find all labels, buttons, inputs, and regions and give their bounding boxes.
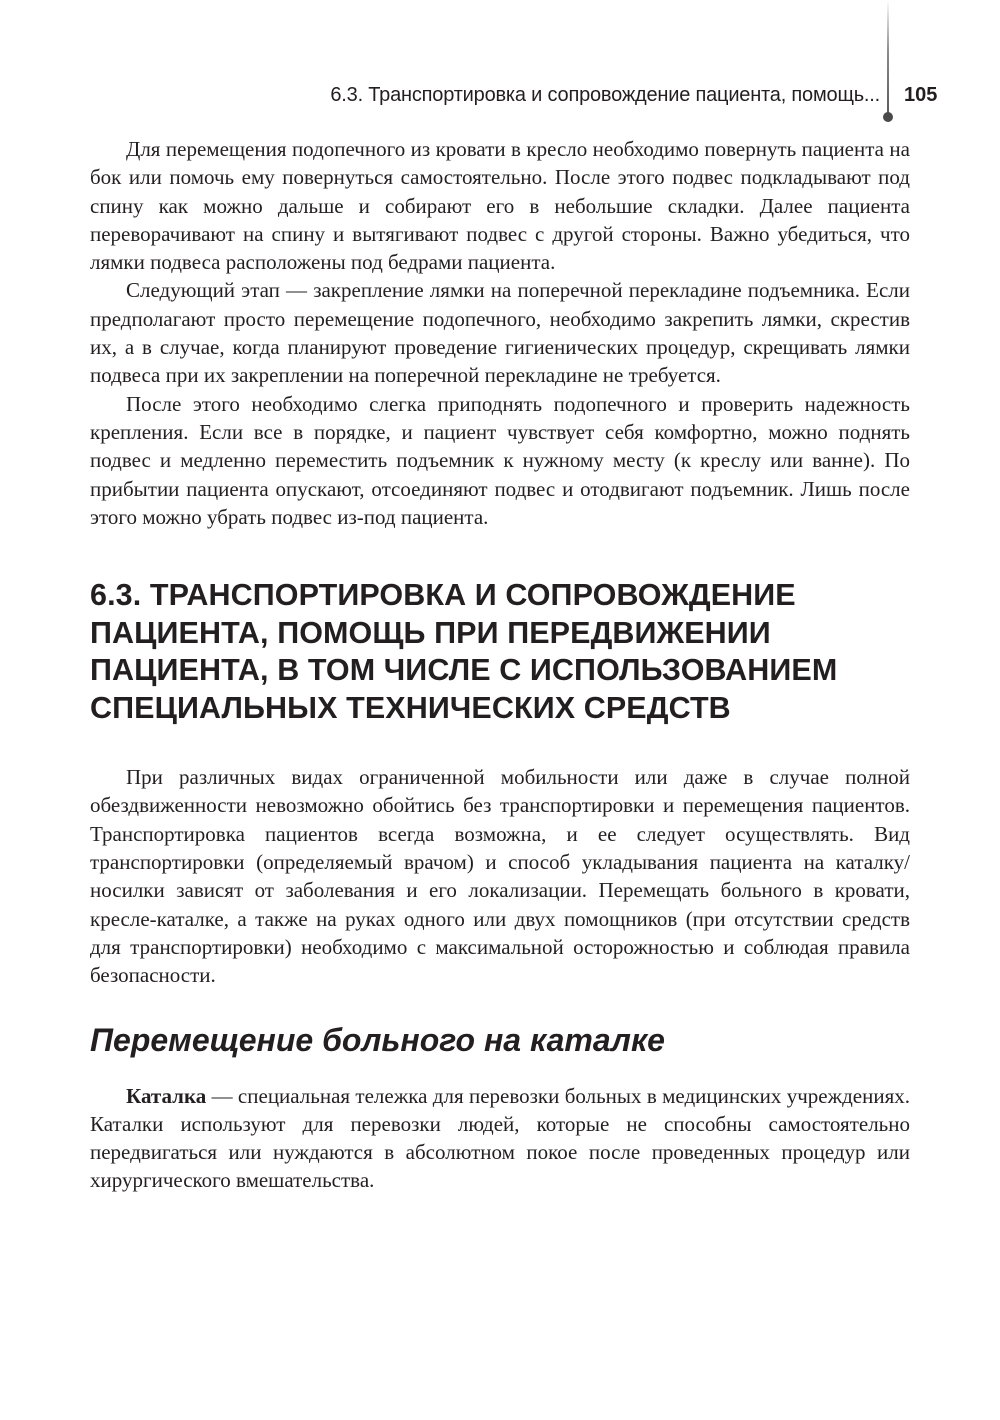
page-body [90, 135, 910, 1195]
paragraph-gurney-definition [90, 1082, 910, 1195]
header-divider-line [887, 0, 889, 116]
header-divider-dot [883, 112, 893, 122]
running-header-title: 6.3. Транспортировка и сопровождение пациента, помощь... [330, 84, 880, 106]
page-number: 105 [904, 84, 938, 106]
section-heading: 6.3. ТРАНСПОРТИРОВКА И СОПРОВОЖДЕНИЕ ПАЦИЕНТА, ПОМОЩЬ ПРИ ПЕРЕДВИЖЕНИИ ПАЦИЕНТА, В ТОМ ЧИСЛЕ С ИСПОЛЬЗОВАНИЕМ СПЕЦИАЛЬНЫХ ТЕХНИЧЕСКИХ СРЕДСТВ [90, 578, 838, 725]
subsection-heading: Перемещение больного на каталке [90, 1021, 665, 1058]
defined-term: Каталка [126, 1083, 207, 1108]
paragraph-strap-attachment: Следующий этап — закрепление лямки на поперечной перекладине подъемника. Если предполагают просто перемещение подопечного, необходимо закрепить лямки, скрестив их, а в случае, когда планируют проведение гигиенических процедур, скрещивать лямки подвеса при их закреплении на поперечной перекладине не требуется. [90, 278, 910, 388]
paragraph-section-intro: При различных видах ограниченной мобильности или даже в случае полной обездвиженности невозможно обойтись без транспортировки и перемещения пациентов. Транспортировка пациентов всегда возможна, и ее следует осуществлять. Вид транспортировки (определяемый врачом) и способ укладывания пациента на каталку/носилки зависят от заболевания и его локализации. Перемещать больного в кровати, кресле-каталке, а также на руках одного или двух помощников (при отсутствии средств для транспортировки) необходимо с максимальной осторожностью и соблюдая правила безопасности. [90, 765, 910, 988]
term-definition: — специальная тележка для перевозки больных в медицинских учреждениях. Каталки используют для перевозки людей, которые не способны самостоятельно передвигаться или нуждаются в абсолютном покое после проведенных процедур или хирургического вмешательства. [90, 1083, 910, 1193]
paragraph-sling-placement: Для перемещения подопечного из кровати в кресло необходимо повернуть пациента на бок или помочь ему повернуться самостоятельно. После этого подвес подкладывают под спину как можно дальше и собирают его в небольшие складки. Далее пациента переворачивают на спину и вытягивают подвес с другой стороны. Важно убедиться, что лямки подвеса расположены под бедрами пациента. [90, 137, 910, 275]
paragraph-lift-transfer: После этого необходимо слегка приподнять подопечного и проверить надежность крепления. Если все в порядке, и пациент чувствует себя комфортно, можно поднять подвес и медленно переместить подъемник к нужному месту (к креслу или ванне). По прибытии пациента опускают, отсоединяют подвес и отодвигают подъемник. Лишь после этого можно убрать подвес из-под пациента. [90, 391, 910, 529]
